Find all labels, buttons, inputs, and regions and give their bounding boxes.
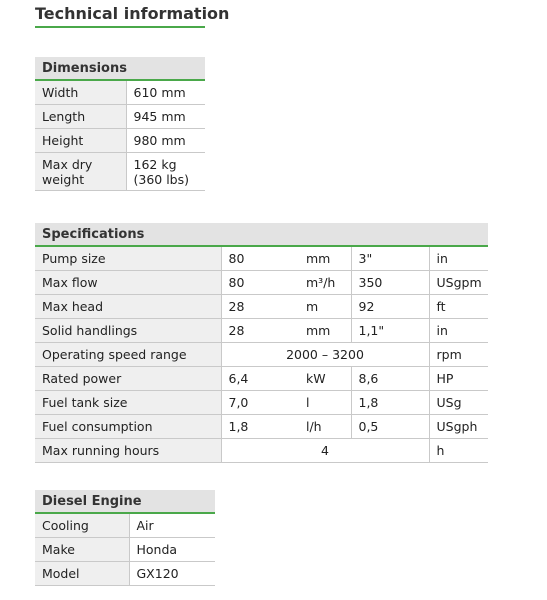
imperial-unit: USgph xyxy=(429,415,488,439)
row-value-line: 162 kg xyxy=(133,156,177,172)
table-row xyxy=(35,367,488,391)
row-label: Fuel consumption xyxy=(35,415,221,439)
table-row xyxy=(35,271,488,295)
table-row xyxy=(35,343,488,367)
row-label-line: weight xyxy=(42,171,85,187)
row-value: Air xyxy=(129,513,215,538)
metric-unit: mm xyxy=(299,246,351,271)
imperial-value: 0,5 xyxy=(351,415,429,439)
metric-value: 28 xyxy=(221,319,299,343)
range-value: 4 xyxy=(221,439,429,463)
specifications-table xyxy=(35,223,488,463)
table-row xyxy=(35,319,488,343)
engine-table xyxy=(35,490,215,586)
imperial-value: 1,1" xyxy=(351,319,429,343)
row-label: Solid handlings xyxy=(35,319,221,343)
row-label xyxy=(35,153,126,191)
metric-unit: l xyxy=(299,391,351,415)
table-row xyxy=(35,538,215,562)
imperial-value: 3" xyxy=(351,246,429,271)
metric-unit: kW xyxy=(299,367,351,391)
range-value: 2000 – 3200 xyxy=(221,343,429,367)
row-label: Fuel tank size xyxy=(35,391,221,415)
metric-value: 28 xyxy=(221,295,299,319)
dimensions-heading: Dimensions xyxy=(35,57,205,80)
table-row xyxy=(35,129,205,153)
imperial-value: 1,8 xyxy=(351,391,429,415)
metric-unit: mm xyxy=(299,319,351,343)
row-label: Model xyxy=(35,562,129,586)
imperial-unit: HP xyxy=(429,367,488,391)
imperial-unit: ft xyxy=(429,295,488,319)
table-row xyxy=(35,391,488,415)
row-label: Cooling xyxy=(35,513,129,538)
metric-value: 80 xyxy=(221,246,299,271)
metric-unit: m³/h xyxy=(299,271,351,295)
row-label: Max flow xyxy=(35,271,221,295)
metric-value: 7,0 xyxy=(221,391,299,415)
metric-value: 80 xyxy=(221,271,299,295)
imperial-unit: in xyxy=(429,246,488,271)
metric-unit: m xyxy=(299,295,351,319)
row-label-line: Max dry xyxy=(42,156,93,172)
row-value: Honda xyxy=(129,538,215,562)
row-value-line: (360 lbs) xyxy=(133,171,190,187)
table-row xyxy=(35,562,215,586)
row-label: Make xyxy=(35,538,129,562)
metric-value: 1,8 xyxy=(221,415,299,439)
row-label: Length xyxy=(35,105,126,129)
table-row xyxy=(35,295,488,319)
row-label: Pump size xyxy=(35,246,221,271)
table-row xyxy=(35,415,488,439)
row-label: Rated power xyxy=(35,367,221,391)
metric-unit: l/h xyxy=(299,415,351,439)
table-row xyxy=(35,513,215,538)
imperial-unit: in xyxy=(429,319,488,343)
row-value: GX120 xyxy=(129,562,215,586)
table-row xyxy=(35,246,488,271)
imperial-unit: USgpm xyxy=(429,271,488,295)
row-value: 945 mm xyxy=(126,105,205,129)
table-row xyxy=(35,439,488,463)
imperial-value: 92 xyxy=(351,295,429,319)
imperial-value: 350 xyxy=(351,271,429,295)
row-label: Width xyxy=(35,80,126,105)
metric-value: 6,4 xyxy=(221,367,299,391)
row-label: Max running hours xyxy=(35,439,221,463)
page-title: Technical information xyxy=(35,4,230,23)
imperial-value: 8,6 xyxy=(351,367,429,391)
table-row xyxy=(35,153,205,191)
engine-heading: Diesel Engine xyxy=(35,490,215,513)
table-row xyxy=(35,80,205,105)
imperial-unit: h xyxy=(429,439,488,463)
imperial-unit: rpm xyxy=(429,343,488,367)
row-value: 610 mm xyxy=(126,80,205,105)
table-row xyxy=(35,105,205,129)
row-value xyxy=(126,153,205,191)
row-value: 980 mm xyxy=(126,129,205,153)
row-label: Operating speed range xyxy=(35,343,221,367)
title-underline xyxy=(35,26,205,28)
row-label: Height xyxy=(35,129,126,153)
dimensions-table xyxy=(35,57,205,191)
row-label: Max head xyxy=(35,295,221,319)
imperial-unit: USg xyxy=(429,391,488,415)
specifications-heading: Specifications xyxy=(35,223,488,246)
